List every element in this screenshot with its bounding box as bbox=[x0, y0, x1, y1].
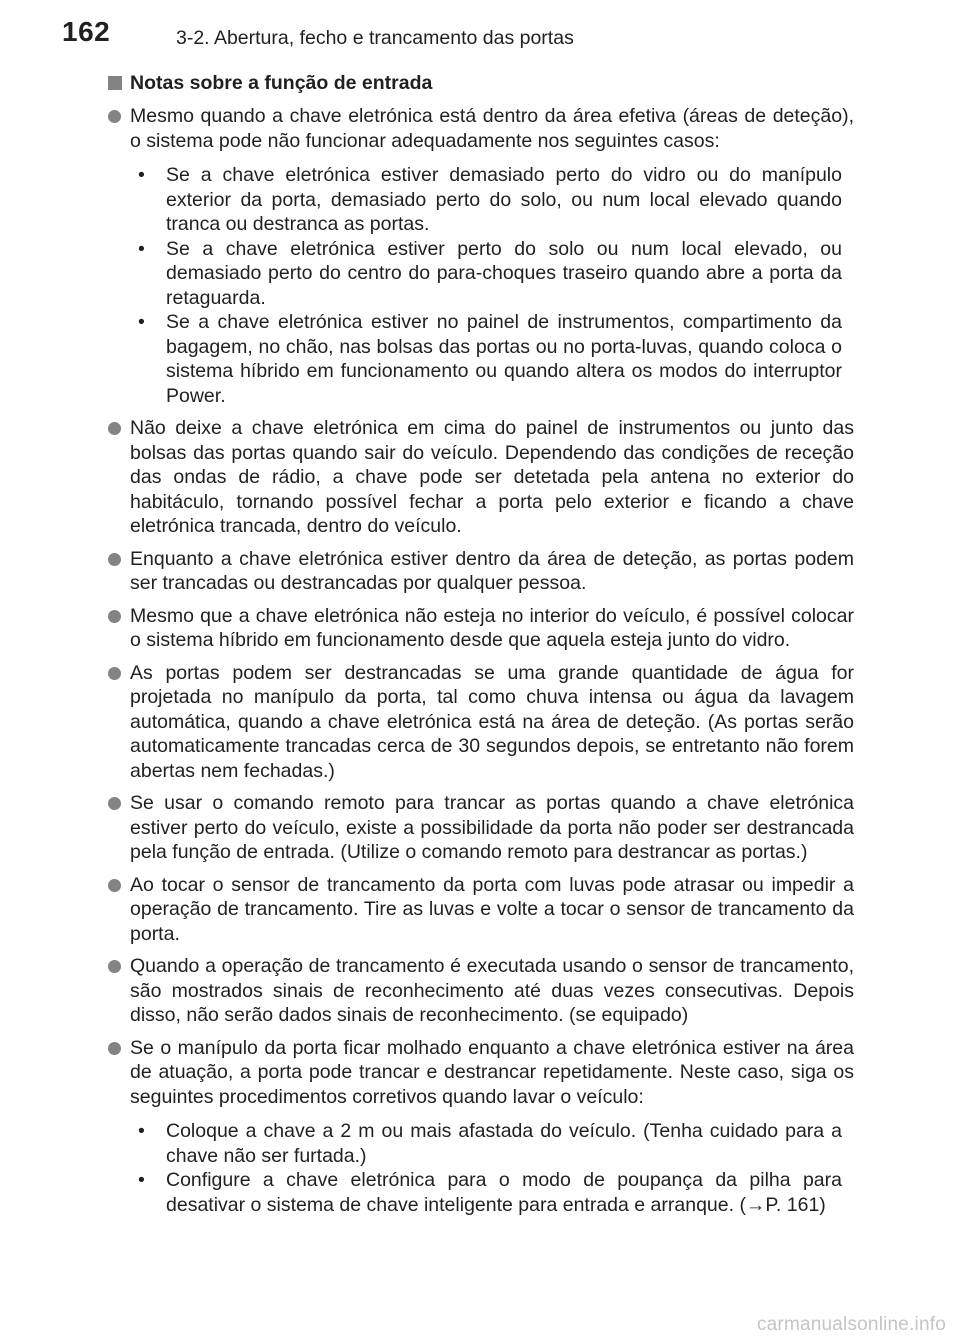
sub-list-item bbox=[130, 163, 842, 237]
section-title: 3-2. Abertura, fecho e trancamento das portas bbox=[176, 27, 574, 49]
note-item bbox=[108, 1036, 854, 1110]
page-header bbox=[0, 0, 960, 60]
note-text: Quando a operação de trancamento é executada usando o sensor de trancamento, são mostrados sinais de reconhecimento até duas vezes consecutivas. Depois disso, não serão dados sinais de reconhecimento. (se equipado) bbox=[130, 955, 854, 1026]
note-text: Mesmo quando a chave eletrónica está dentro da área efetiva (áreas de deteção), o sistema pode não funcionar adequadamente nos seguintes casos: bbox=[130, 105, 854, 152]
dot-bullet-icon: • bbox=[138, 311, 145, 333]
sub-list-item-text: Configure a chave eletrónica para o modo de poupança da pilha para desativar o sistema de chave inteligente para entrada e arranque. (→P. 161) bbox=[166, 1169, 842, 1216]
note-item bbox=[108, 547, 854, 596]
notes-list bbox=[108, 104, 854, 1217]
note-text: Se usar o comando remoto para trancar as portas quando a chave eletrónica estiver perto do veículo, existe a possibilidade da porta não poder ser destrancada pela função de entrada. (Utilize o comando remoto para destrancar as portas.) bbox=[130, 792, 854, 863]
note-text: Enquanto a chave eletrónica estiver dentro da área de deteção, as portas podem ser trancadas ou destrancadas por qualquer pessoa. bbox=[130, 547, 854, 594]
dot-bullet-icon: • bbox=[138, 1120, 145, 1142]
note-text: Mesmo que a chave eletrónica não esteja no interior do veículo, é possível colocar o sistema híbrido em funcionamento desde que aquela esteja junto do vidro. bbox=[130, 604, 854, 651]
note-item bbox=[108, 604, 854, 653]
round-bullet-icon bbox=[108, 422, 121, 435]
note-item bbox=[108, 791, 854, 865]
section-heading-text: Notas sobre a função de entrada bbox=[130, 72, 433, 94]
dot-bullet-icon: • bbox=[138, 164, 145, 186]
round-bullet-icon bbox=[108, 610, 121, 623]
square-bullet-icon bbox=[108, 76, 122, 90]
note-item bbox=[108, 661, 854, 784]
sub-list-item bbox=[130, 1119, 842, 1168]
note-text: Não deixe a chave eletrónica em cima do painel de instrumentos ou junto das bolsas das portas quando sair do veículo. Dependendo das condições de receção das ondas de rádio, a chave pode ser detetada pela antena no exterior do habitáculo, tornando possível fechar a porta pelo exterior e ficando a chave eletrónica trancada, dentro do veículo. bbox=[130, 417, 854, 537]
sub-list bbox=[130, 1119, 842, 1217]
note-item bbox=[108, 416, 854, 539]
sub-list-item-text: Se a chave eletrónica estiver demasiado perto do vidro ou do manípulo exterior da porta, demasiado perto do solo, ou num local elevado quando tranca ou destranca as portas. bbox=[166, 164, 842, 235]
sub-list-item-text: Se a chave eletrónica estiver perto do solo ou num local elevado, ou demasiado perto do centro do para-choques traseiro quando abre a porta da retaguarda. bbox=[166, 237, 842, 309]
round-bullet-icon bbox=[108, 667, 121, 680]
dot-bullet-icon: • bbox=[138, 237, 145, 260]
note-item bbox=[108, 954, 854, 1028]
page-number: 162 bbox=[62, 16, 111, 47]
round-bullet-icon bbox=[108, 110, 121, 123]
note-text: Se o manípulo da porta ficar molhado enquanto a chave eletrónica estiver na área de atuação, a porta pode trancar e destrancar repetidamente. Neste caso, siga os seguintes procedimentos corretivos quando lavar o veículo: bbox=[130, 1036, 854, 1108]
dot-bullet-icon: • bbox=[138, 1169, 145, 1191]
page-content bbox=[108, 70, 854, 1217]
sub-list-item bbox=[130, 237, 842, 311]
note-text: As portas podem ser destrancadas se uma grande quantidade de água for projetada no manípulo da porta, tal como chuva intensa ou água da lavagem automática, quando a chave eletrónica está na área de deteção. (As portas serão automaticamente trancadas cerca de 30 segundos depois, se entretanto não forem abertas nem fechadas.) bbox=[130, 661, 854, 782]
note-text: Ao tocar o sensor de trancamento da porta com luvas pode atrasar ou impedir a operação de trancamento. Tire as luvas e volte a tocar o sensor de trancamento da porta. bbox=[130, 873, 854, 945]
watermark: carmanualsonline.info bbox=[756, 1314, 946, 1335]
sub-list bbox=[130, 163, 842, 408]
round-bullet-icon bbox=[108, 797, 121, 810]
note-item bbox=[108, 873, 854, 947]
round-bullet-icon bbox=[108, 1042, 121, 1055]
section-heading bbox=[108, 70, 854, 96]
sub-list-item-text: Coloque a chave a 2 m ou mais afastada do veículo. (Tenha cuidado para a chave não ser furtada.) bbox=[166, 1120, 842, 1167]
sub-list-item bbox=[130, 310, 842, 408]
round-bullet-icon bbox=[108, 553, 121, 566]
note-item bbox=[108, 104, 854, 153]
round-bullet-icon bbox=[108, 879, 121, 892]
round-bullet-icon bbox=[108, 960, 121, 973]
sub-list-item-text: Se a chave eletrónica estiver no painel de instrumentos, compartimento da bagagem, no chão, nas bolsas das portas ou no porta-luvas, quando coloca o sistema híbrido em funcionamento ou quando altera os modos do interruptor Power. bbox=[166, 311, 842, 407]
sub-list-item bbox=[130, 1168, 842, 1217]
